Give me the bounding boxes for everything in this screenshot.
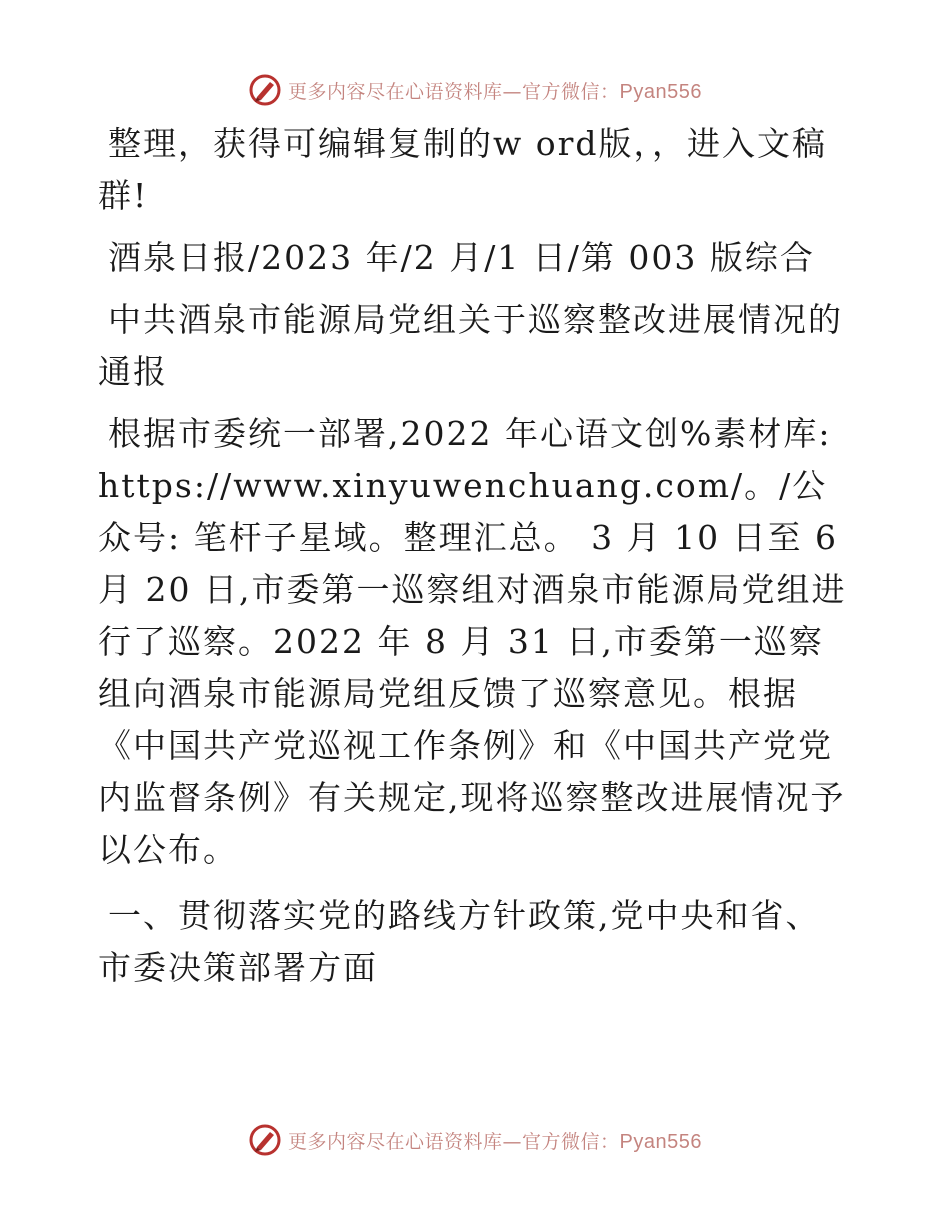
header-watermark-banner	[0, 70, 950, 110]
source-line: 酒泉日报/2023 年/2 月/1 日/第 003 版综合	[108, 238, 815, 277]
pen-logo-icon	[248, 1123, 282, 1157]
header-wechat-id: Pyan556	[619, 80, 702, 103]
pen-logo-icon	[248, 73, 282, 107]
document-body	[98, 118, 853, 1008]
header-banner-text	[288, 77, 702, 104]
footer-banner-text	[288, 1127, 702, 1154]
body-paragraph: 根据市委统一部署,2022 年心语文创%素材库: https://www.xinyuwenchuang.com/。/公众号: 笔杆子星域。整理汇总。 3 月 10 日至 6 月 20 日,市委第一巡察组对酒泉市能源局党组进行了巡察。2022 年 8 月 31 日,市委第一巡察组向酒泉市能源局党组反馈了巡察意见。根据《中国共产党巡视工作条例》和《中国共产党党内监督条例》有关规定,现将巡察整改进展情况予以公布。	[98, 414, 847, 869]
footer-wechat-id: Pyan556	[619, 1130, 702, 1153]
document-title: 中共酒泉市能源局党组关于巡察整改进展情况的通报	[98, 300, 843, 391]
header-banner-label: 更多内容尽在心语资料库—官方微信：	[288, 80, 620, 103]
footer-banner-label: 更多内容尽在心语资料库—官方微信：	[288, 1130, 620, 1153]
intro-paragraph: 整理，获得可编辑复制的w ord版，，进入文稿群!	[98, 124, 828, 215]
footer-watermark-banner	[0, 1120, 950, 1160]
section-heading: 一、贯彻落实党的路线方针政策,党中央和省、市委决策部署方面	[98, 896, 821, 987]
